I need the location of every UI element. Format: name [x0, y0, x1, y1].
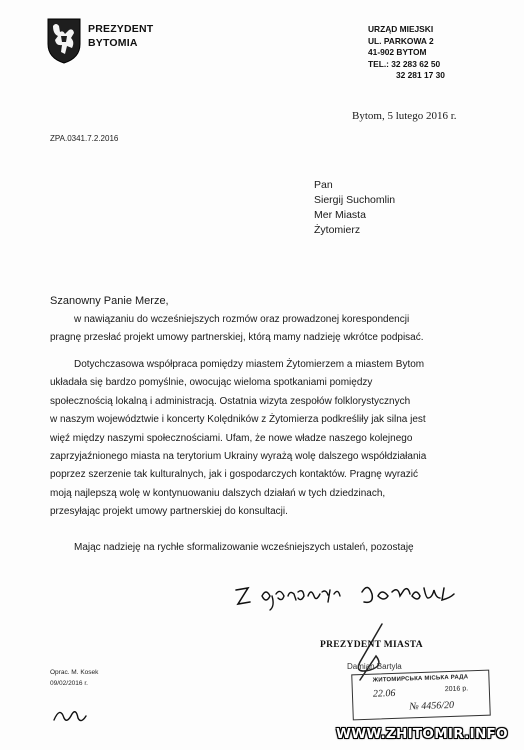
paragraph-line: poprzez szerzenie tak kulturalnych, jak i gospodarczych kontaktów. Pragnę wyrazić [50, 469, 418, 481]
letterhead-org-line1: PREZYDENT [88, 23, 154, 35]
office-name: URZĄD MIEJSKI [368, 24, 434, 34]
recipient-line2: Siergij Suchomlin [314, 194, 396, 206]
reference-number: ZPA.0341.7.2.2016 [50, 134, 119, 143]
paragraph-line: w nawiązaniu do wcześniejszych rozmów oraz prowadzonej korespondencji [74, 314, 410, 325]
recipient-line1: Pan [314, 179, 333, 191]
recipient-line4: Żytomierz [314, 224, 361, 236]
paragraph-3 [50, 539, 475, 557]
letterhead-org-line2: BYTOMIA [88, 37, 138, 49]
stamp-date: 22.06 [372, 687, 396, 700]
handwritten-initials [52, 706, 92, 724]
paragraph-line: przesyłając projekt umowy partnerskiej do konsultacji. [50, 506, 288, 518]
paragraph-line: układała się bardzo pomyślnie, owocując wieloma spotkaniami pomiędzy [50, 377, 373, 389]
recipient-block [314, 178, 395, 238]
paragraph-line: w naszym województwie i koncerty Kolędników z Żytomierza podkreśliły jak silna jest [50, 414, 426, 426]
stamp-header: ЖИТОМИРСЬКА МІСЬКА РАДА [372, 674, 469, 684]
registration-stamp [351, 670, 491, 721]
letter-date: Bytom, 5 lutego 2016 r. [352, 110, 457, 122]
paragraph-2 [50, 356, 475, 522]
paragraph-1 [50, 311, 475, 348]
prepared-by-line1: Oprac. M. Kosek [50, 669, 99, 676]
stamp-year: 2016 р. [444, 685, 469, 694]
prepared-by-line2: 09/02/2016 r. [50, 680, 88, 687]
letterhead-org [88, 22, 153, 50]
office-tel1: TEL.: 32 283 62 50 [368, 58, 441, 69]
paragraph-line: pragnę przesłać projekt umowy partnerskiej, którą mamy nadzieję wkrótce podpisać. [50, 332, 424, 344]
office-tel2: 32 281 17 30 [396, 70, 445, 81]
office-postal: 41-902 BYTOM [368, 47, 427, 58]
handwritten-closing [232, 578, 472, 614]
prepared-by [50, 667, 98, 689]
office-street: UL. PARKOWA 2 [368, 35, 434, 46]
site-watermark: WWW.ZHITOMIR.INFO [336, 726, 508, 742]
signature-title: PREZYDENT MIASTA [320, 640, 423, 650]
signature-name: Damian Bartyla [347, 662, 402, 671]
office-address [368, 24, 445, 82]
paragraph-line: zaprzyjaźnionego miasta na terytorium Ukrainy wyrażą wolę dalszego współdziałania [50, 451, 427, 463]
recipient-line3: Mer Miasta [314, 209, 366, 221]
paragraph-line: moją najlepszą wolę w kontynuowaniu dalszych działań w tych dziedzinach, [50, 487, 386, 499]
bytom-coat-of-arms-icon [47, 18, 81, 64]
paragraph-line: Dotychczasowa współpraca pomiędzy miastem Żytomierzem a miastem Bytom [74, 359, 425, 370]
stamp-number: № 4456/20 [409, 699, 455, 713]
salutation: Szanowny Panie Merze, [50, 295, 169, 307]
paragraph-line: więź między naszymi społecznościami. Ufam, że nowe władze naszego kolejnego [50, 432, 413, 444]
paragraph-line: Mając nadzieję na rychłe sformalizowanie wcześniejszych ustaleń, pozostaję [74, 542, 414, 553]
paragraph-line: społecznością lokalną i administracją. Ostatnia wizyta zespołów folklorystycznych [50, 395, 411, 407]
